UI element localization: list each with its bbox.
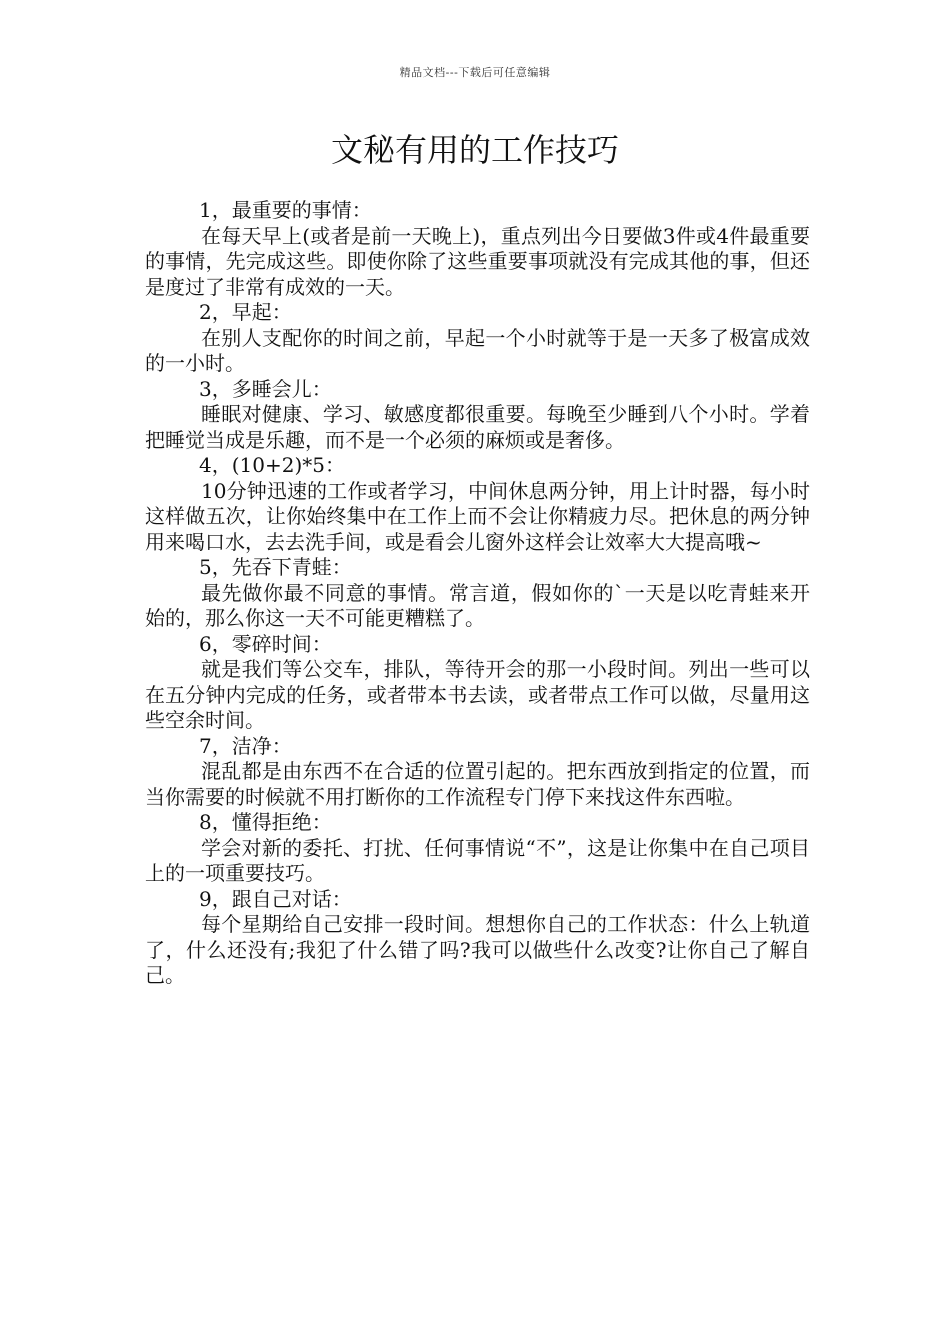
section-heading-7: 7，洁净： — [199, 733, 292, 758]
section-text-2: 在别人支配你的时间之前，早起一个小时就等于是一天多了极富成效的一小时。 — [145, 325, 810, 375]
section-heading-2: 2，早起： — [199, 300, 292, 324]
section-heading-3: 3，多睡会儿： — [199, 376, 332, 401]
section-text-3: 睡眠对健康、学习、敏感度都很重要。每晚至少睡到八个小时。学着把睡觉当成是乐趣，而不是一个必须的麻烦或是奢侈。 — [145, 402, 810, 452]
section-text-7: 混乱都是由东西不在合适的位置引起的。把东西放到指定的位置，而当你需要的时候就不用打断你的工作流程专门停下来找这件东西啦。 — [145, 759, 810, 809]
section-text-6: 就是我们等公交车，排队，等待开会的那一小段时间。列出一些可以在五分钟内完成的任务，或者带本书去读，或者带点工作可以做，尽量用这些空余时间。 — [145, 657, 810, 732]
section-text-4: 10分钟迅速的工作或者学习，中间休息两分钟，用上计时器，每小时这样做五次，让你始终集中在工作上而不会让你精疲力尽。把休息的两分钟用来喝口水，去去洗手间，或是看会儿窗外这样会让效率大大提高哦~ — [145, 478, 810, 554]
section-text-1: 在每天早上(或者是前一天晚上)，重点列出今日要做3件或4件最重要的事情，先完成这些。即使你除了这些重要事项就没有完成其他的事，但还是度过了非常有成效的一天。 — [145, 223, 810, 299]
section-heading-4: 4，(10+2)*5： — [199, 453, 345, 477]
section-text-8: 学会对新的委托、打扰、任何事情说“不”，这是让你集中在自己项目上的一项重要技巧。 — [145, 835, 810, 885]
document-body — [145, 198, 810, 989]
document-title: 文秘有用的工作技巧 — [330, 131, 619, 169]
section-heading-9: 9，跟自己对话： — [199, 886, 352, 911]
section-heading-8: 8，懂得拒绝： — [199, 810, 332, 834]
section-heading-6: 6，零碎时间： — [199, 631, 332, 656]
section-text-9: 每个星期给自己安排一段时间。想想你自己的工作状态：什么上轨道了，什么还没有;我犯了什么错了吗?我可以做些什么改变?让你自己了解自己。 — [145, 912, 810, 987]
section-heading-1: 1，最重要的事情： — [199, 198, 372, 222]
header-note: 精品文档---下载后可任意编辑 — [399, 66, 551, 79]
section-text-5: 最先做你最不同意的事情。常言道，假如你的`一天是以吃青蛙来开始的，那么你这一天不可能更糟糕了。 — [145, 580, 810, 630]
section-heading-5: 5，先吞下青蛙： — [199, 555, 352, 579]
